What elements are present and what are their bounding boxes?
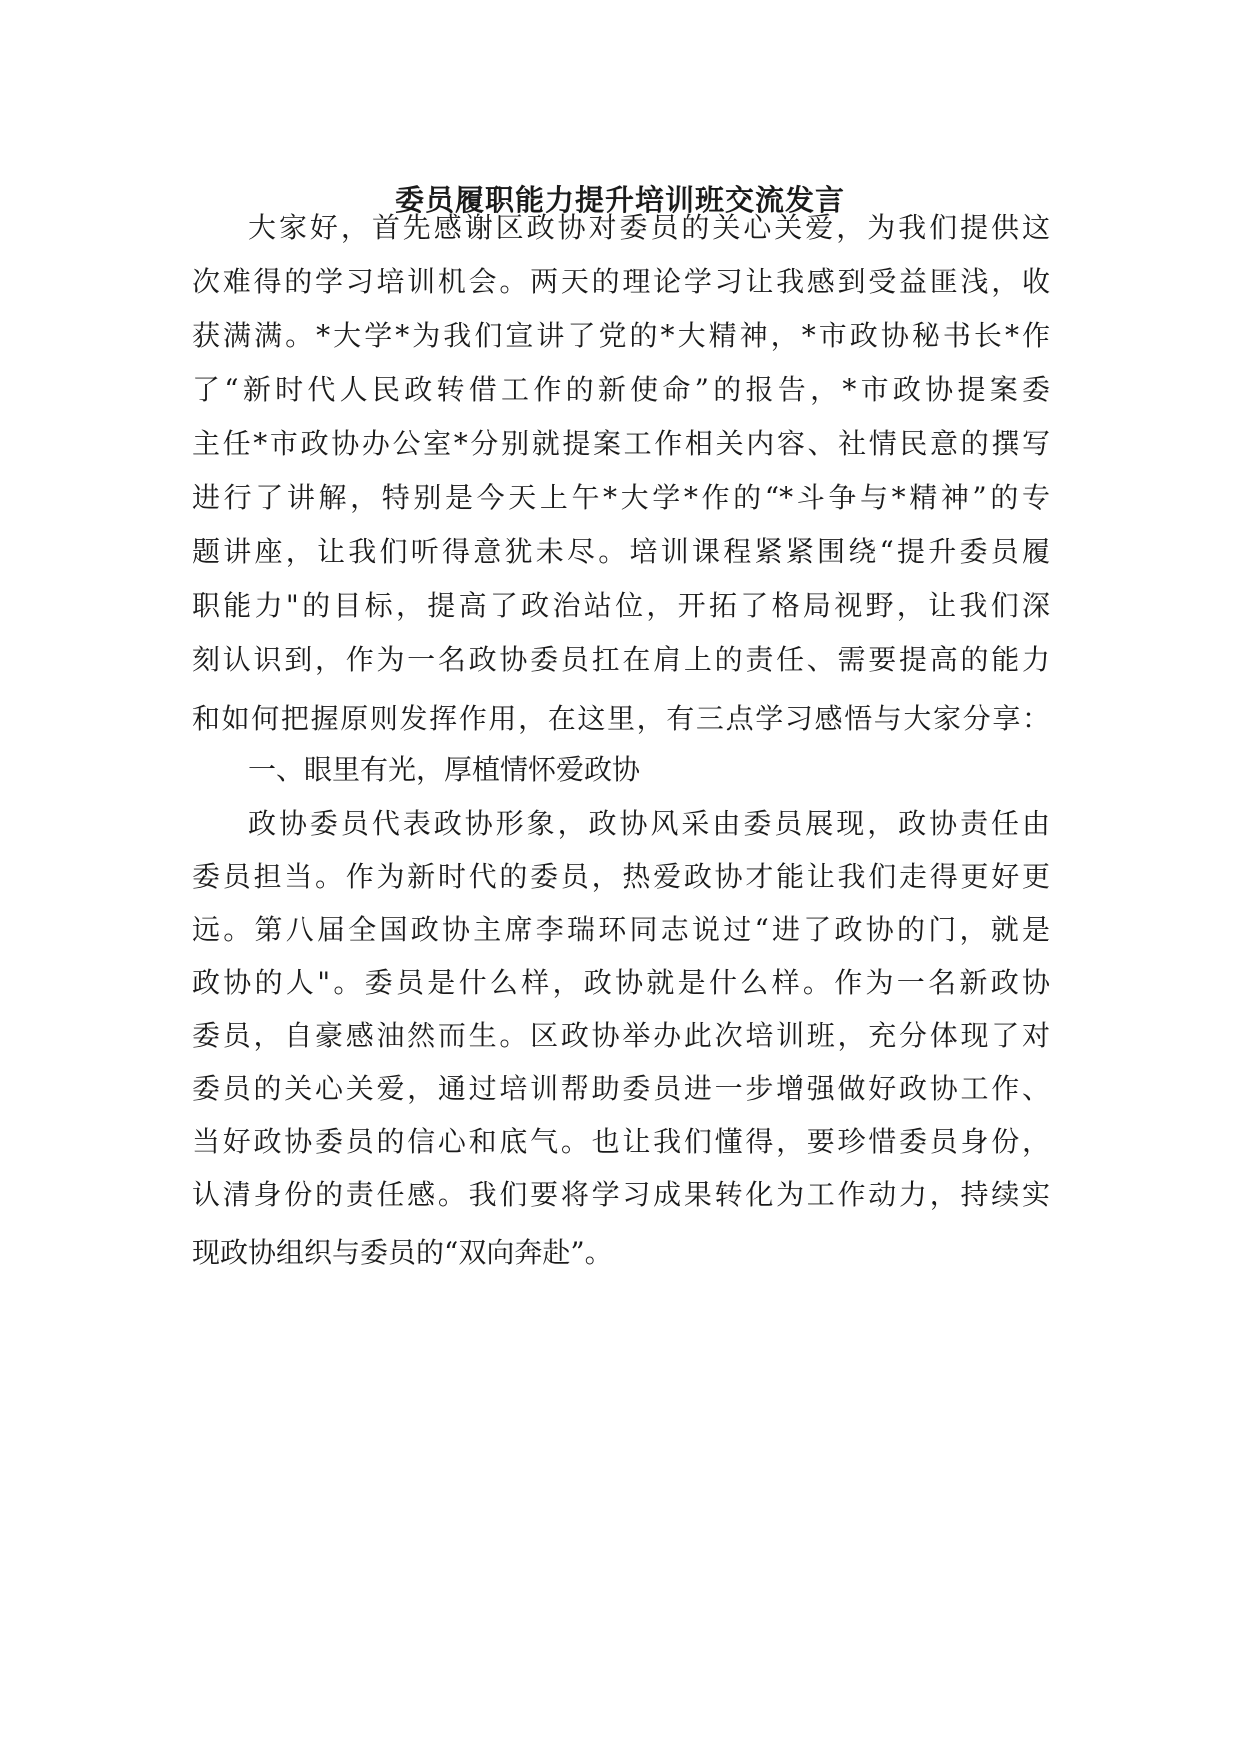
paragraph-1-line-6: 进行了讲解，特别是今天上午*大学*作的“*斗争与*精神”的专 (192, 481, 1050, 514)
paragraph-1-line-5: 主任*市政协办公室*分别就提案工作相关内容、社情民意的撰写 (192, 427, 1050, 460)
paragraph-2-line-5: 委员，自豪感油然而生。区政协举办此次培训班，充分体现了对 (192, 1019, 1050, 1052)
paragraph-1-line-1: 大家好，首先感谢区政协对委员的关心关爱，为我们提供这 (248, 211, 1050, 244)
paragraph-1-line-2: 次难得的学习培训机会。两天的理论学习让我感到受益匪浅，收 (192, 265, 1050, 298)
document-title: 委员履职能力提升培训班交流发言 (394, 183, 845, 217)
paragraph-2-line-2: 委员担当。作为新时代的委员，热爱政协才能让我们走得更好更 (192, 860, 1050, 893)
paragraph-2-line-1: 政协委员代表政协形象，政协风采由委员展现，政协责任由 (248, 807, 1050, 840)
paragraph-2-line-8: 认清身份的责任感。我们要将学习成果转化为工作动力，持续实 (192, 1178, 1050, 1211)
paragraph-1-line-7: 题讲座，让我们听得意犹未尽。培训课程紧紧围绕“提升委员履 (192, 535, 1050, 568)
paragraph-2-line-7: 当好政协委员的信心和底气。也让我们懂得，要珍惜委员身份， (192, 1125, 1050, 1158)
paragraph-1-line-9: 刻认识到，作为一名政协委员扛在肩上的责任、需要提高的能力 (192, 643, 1050, 676)
paragraph-2-line-9: 现政协组织与委员的“双向奔赴”。 (192, 1236, 613, 1269)
paragraph-1-line-8: 职能力"的目标，提高了政治站位，开拓了格局视野，让我们深 (192, 589, 1050, 622)
paragraph-1-line-4: 了“新时代人民政转借工作的新使命”的报告，*市政协提案委 (192, 373, 1050, 406)
section-1-heading: 一、眼里有光，厚植情怀爱政协 (248, 753, 641, 786)
paragraph-1-line-10: 和如何把握原则发挥作用，在这里，有三点学习感悟与大家分享： (192, 702, 1050, 735)
paragraph-1-line-3: 获满满。*大学*为我们宣讲了党的*大精神，*市政协秘书长*作 (192, 319, 1050, 352)
paragraph-2-line-3: 远。第八届全国政协主席李瑞环同志说过“进了政协的门，就是 (192, 913, 1050, 946)
paragraph-2-line-6: 委员的关心关爱，通过培训帮助委员进一步增强做好政协工作、 (192, 1072, 1050, 1105)
paragraph-2-line-4: 政协的人"。委员是什么样，政协就是什么样。作为一名新政协 (192, 966, 1050, 999)
